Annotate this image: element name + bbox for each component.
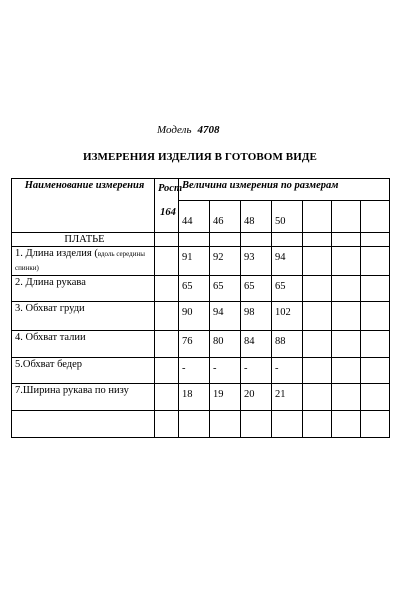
- value-cell: 20: [241, 384, 272, 411]
- value-cell: 65: [179, 276, 210, 302]
- table-row: [12, 358, 390, 384]
- empty-cell: [155, 331, 179, 358]
- value-cell: [361, 358, 390, 384]
- empty-cell: [155, 302, 179, 331]
- value-cell: [303, 384, 332, 411]
- empty-cell: [332, 233, 361, 247]
- value-cell: 91: [179, 247, 210, 276]
- measurement-name: [12, 302, 155, 331]
- empty-cell: [210, 233, 241, 247]
- sizes-header-text: Величина измерения по размерам: [182, 180, 339, 191]
- value-cell: 84: [241, 331, 272, 358]
- section-label: ПЛАТЬЕ: [12, 233, 155, 247]
- value-cell: 98: [241, 302, 272, 331]
- value-cell: 94: [272, 247, 303, 276]
- model-label-text: Модель: [157, 124, 192, 136]
- size-cell: [361, 201, 390, 233]
- value-cell: 102: [272, 302, 303, 331]
- value-cell: [332, 247, 361, 276]
- empty-cell: [303, 233, 332, 247]
- value-cell: 65: [210, 276, 241, 302]
- table-row: [12, 247, 390, 276]
- model-label: [157, 124, 219, 136]
- value-cell: [361, 302, 390, 331]
- empty-cell: [272, 233, 303, 247]
- value-cell: [361, 411, 390, 438]
- value-cell: [332, 276, 361, 302]
- empty-cell: [155, 233, 179, 247]
- rost-header: [155, 179, 183, 233]
- value-cell: [241, 411, 272, 438]
- value-cell: [303, 302, 332, 331]
- table-row: [12, 302, 390, 331]
- col-name-header: [12, 179, 155, 233]
- value-cell: [272, 411, 303, 438]
- value-cell: [332, 331, 361, 358]
- value-cell: [361, 384, 390, 411]
- measurement-name: [12, 276, 155, 302]
- rost-value: 164: [160, 207, 176, 218]
- value-cell: [361, 331, 390, 358]
- value-cell: -: [210, 358, 241, 384]
- measurement-name-text: 5.Обхват бедер: [15, 359, 83, 370]
- empty-cell: [155, 247, 179, 276]
- value-cell: [332, 358, 361, 384]
- measurement-name: [12, 331, 155, 358]
- rost-label: Рост: [158, 183, 183, 194]
- value-cell: [332, 411, 361, 438]
- value-cell: [210, 411, 241, 438]
- measurement-name: [12, 411, 155, 438]
- measurement-name-text: 3. Обхват груди: [15, 303, 85, 314]
- value-cell: [303, 276, 332, 302]
- size-cell: 44: [179, 201, 210, 233]
- value-cell: [303, 331, 332, 358]
- empty-cell: [155, 411, 179, 438]
- table-row: [12, 411, 390, 438]
- col-name-header-text: Наименование измерения: [24, 180, 145, 191]
- value-cell: [303, 358, 332, 384]
- measurement-name-text: 4. Обхват талии: [15, 332, 86, 343]
- value-cell: [303, 247, 332, 276]
- table-row: [12, 384, 390, 411]
- value-cell: [179, 411, 210, 438]
- size-cell: [332, 201, 361, 233]
- value-cell: -: [241, 358, 272, 384]
- value-cell: [303, 411, 332, 438]
- empty-cell: [155, 358, 179, 384]
- measurement-note: вдоль середины спинки): [15, 250, 145, 272]
- value-cell: 90: [179, 302, 210, 331]
- model-number: 4708: [197, 124, 220, 136]
- value-cell: 88: [272, 331, 303, 358]
- size-cell: 46: [210, 201, 241, 233]
- size-cell: 50: [272, 201, 303, 233]
- value-cell: [361, 247, 390, 276]
- page-title: ИЗМЕРЕНИЯ ИЗДЕЛИЯ В ГОТОВОМ ВИДЕ: [83, 151, 317, 163]
- empty-cell: [361, 233, 390, 247]
- measurement-name-text: 1. Длина изделия (: [15, 248, 98, 259]
- value-cell: 93: [241, 247, 272, 276]
- empty-cell: [155, 384, 179, 411]
- value-cell: 21: [272, 384, 303, 411]
- empty-cell: [241, 233, 272, 247]
- measurement-name-text: 2. Длина рукава: [15, 277, 86, 288]
- value-cell: [332, 384, 361, 411]
- value-cell: 80: [210, 331, 241, 358]
- sizes-header: [179, 179, 390, 201]
- value-cell: [332, 302, 361, 331]
- value-cell: -: [179, 358, 210, 384]
- measurements-table: [11, 178, 390, 438]
- table-row: [12, 331, 390, 358]
- value-cell: 18: [179, 384, 210, 411]
- measurement-name: [12, 247, 155, 276]
- value-cell: [361, 276, 390, 302]
- value-cell: 19: [210, 384, 241, 411]
- size-cell: 48: [241, 201, 272, 233]
- value-cell: -: [272, 358, 303, 384]
- section-row: [12, 233, 390, 247]
- measurement-name-text: 7.Ширина рукава по низу: [15, 385, 129, 396]
- size-cell: [303, 201, 332, 233]
- empty-cell: [155, 276, 179, 302]
- table-row: [12, 276, 390, 302]
- value-cell: 76: [179, 331, 210, 358]
- value-cell: 94: [210, 302, 241, 331]
- measurement-name: [12, 358, 155, 384]
- value-cell: 65: [241, 276, 272, 302]
- value-cell: 65: [272, 276, 303, 302]
- empty-cell: [179, 233, 210, 247]
- value-cell: 92: [210, 247, 241, 276]
- measurement-name: [12, 384, 155, 411]
